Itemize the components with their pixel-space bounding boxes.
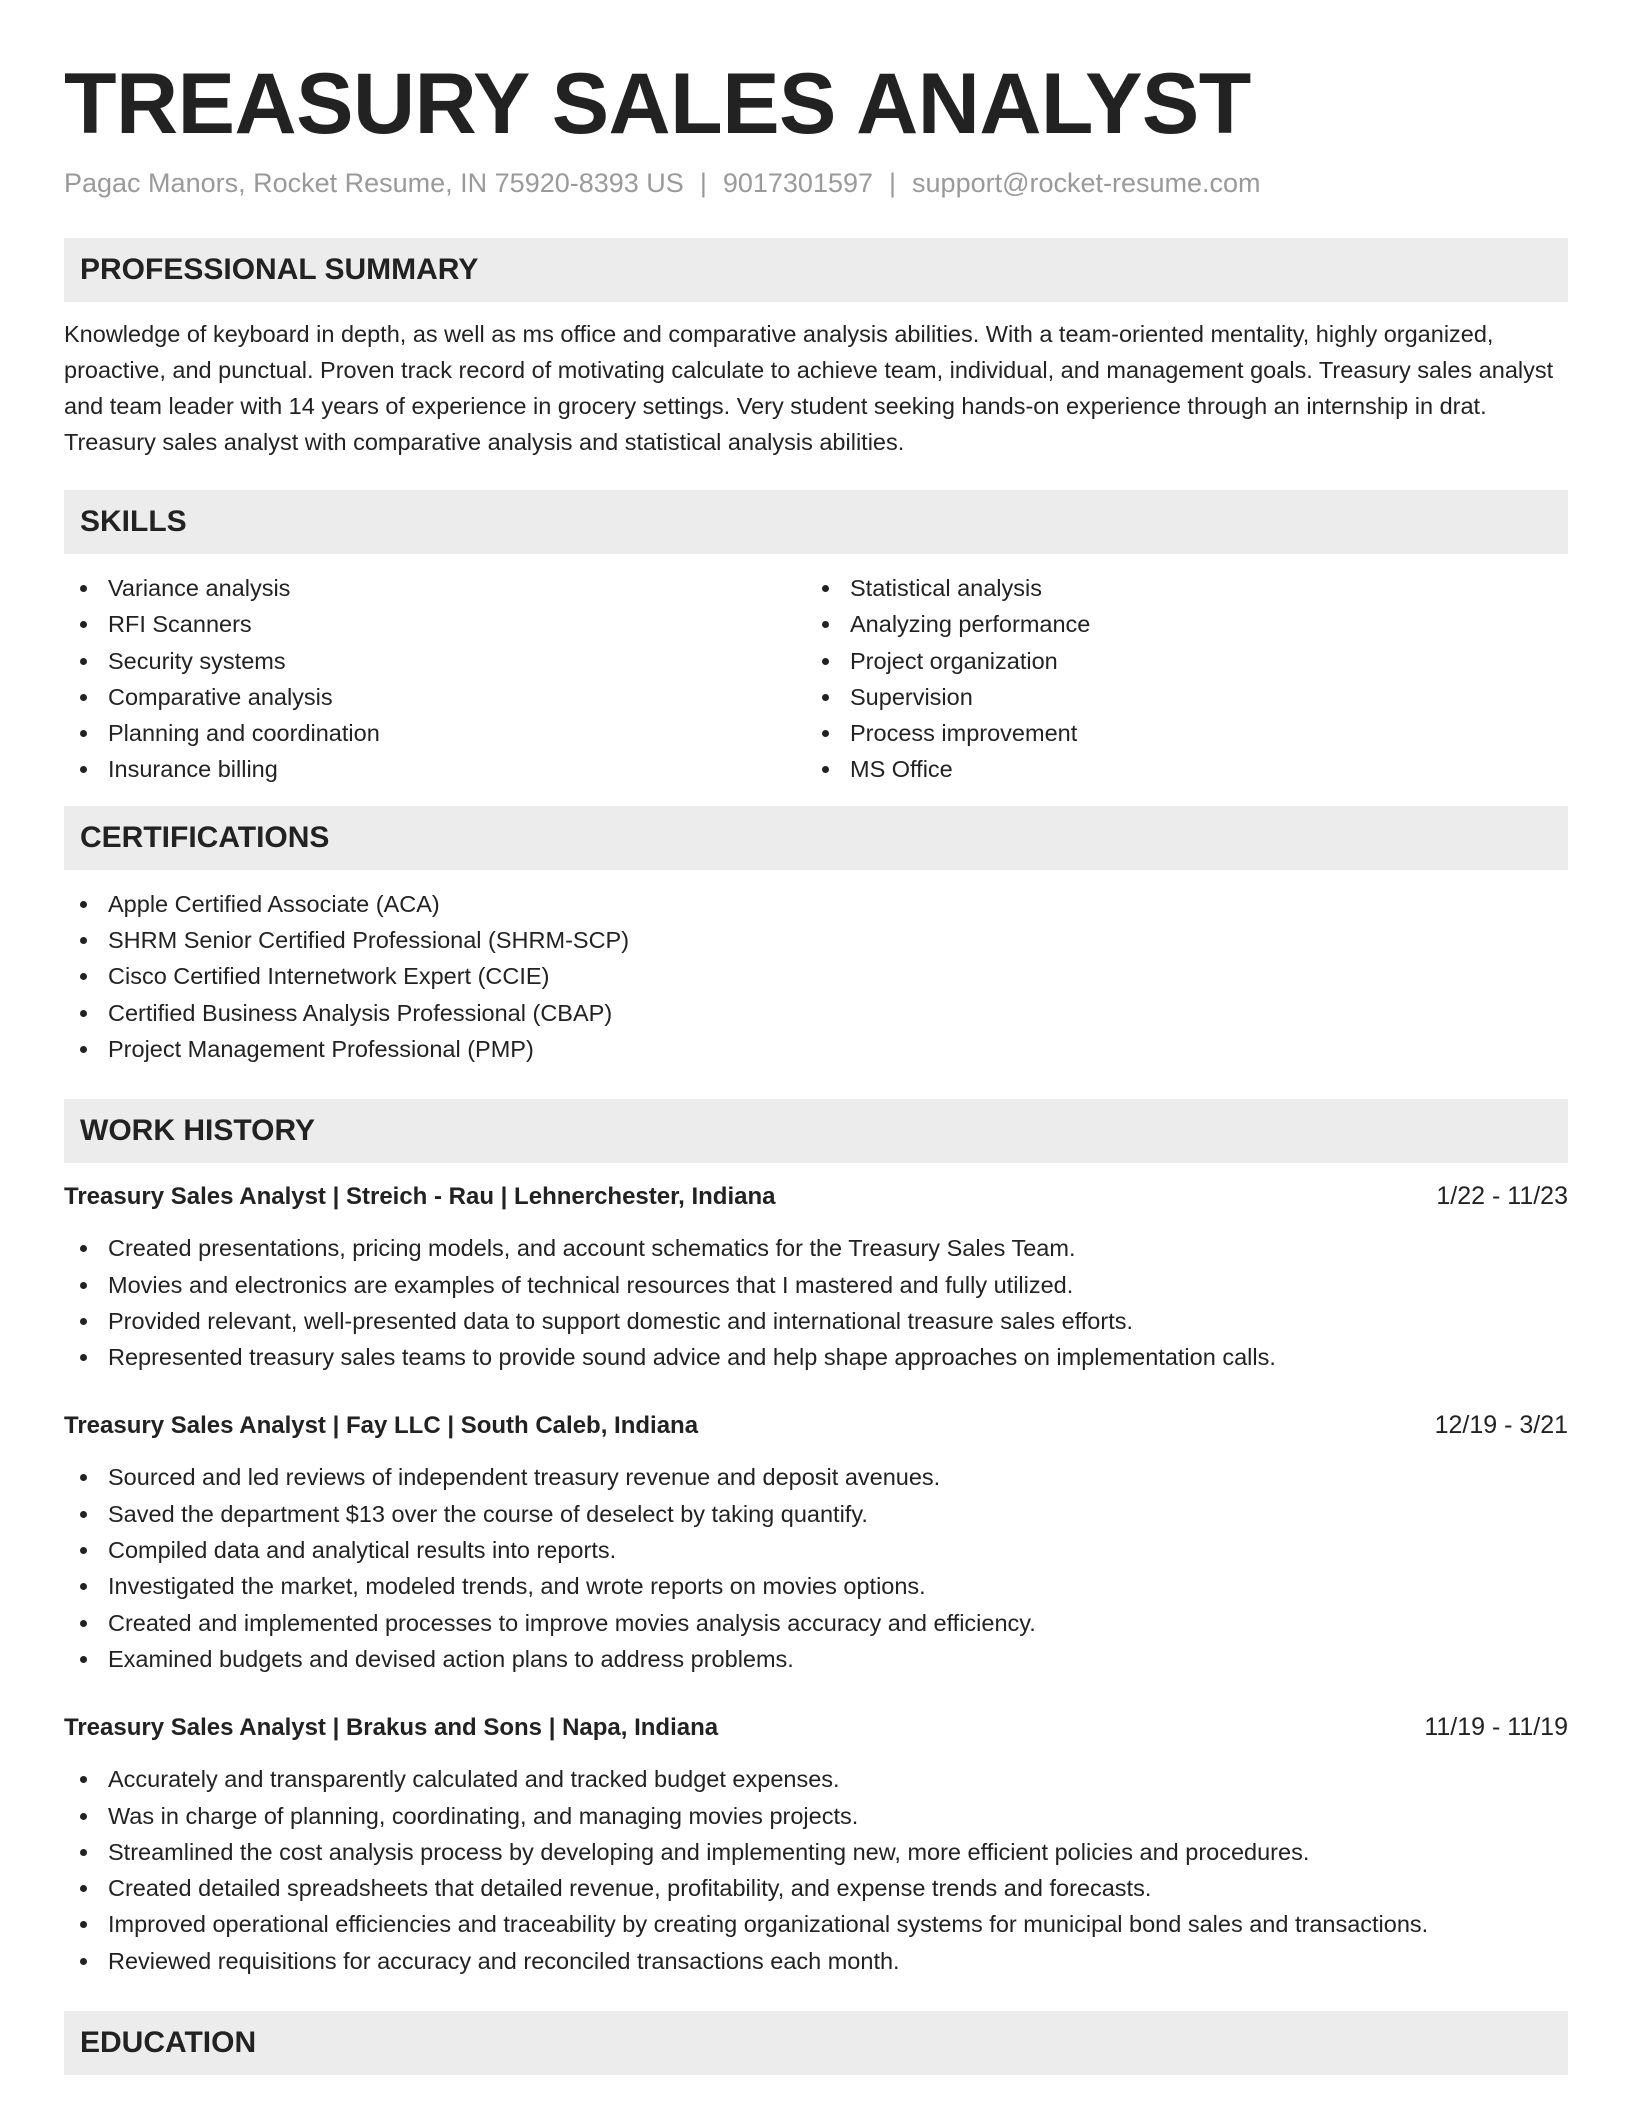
job-bullet: Streamlined the cost analysis process by developing and implementing new, more efficient policies and procedures. xyxy=(64,1834,1568,1870)
skills-list-right xyxy=(806,570,1548,788)
skills-grid xyxy=(64,570,1568,788)
job-bullets xyxy=(64,1459,1568,1677)
job-dates: 12/19 - 3/21 xyxy=(1434,1411,1568,1440)
section-header-skills: SKILLS xyxy=(64,490,1568,554)
certifications-list xyxy=(64,886,1568,1067)
skill-item: Process improvement xyxy=(806,715,1548,751)
skill-item: Variance analysis xyxy=(64,570,806,606)
job-bullet: Represented treasury sales teams to provide sound advice and help shape approaches on implementation calls. xyxy=(64,1339,1568,1375)
contact-address: Pagac Manors, Rocket Resume, IN 75920-8393 US xyxy=(64,168,684,198)
skill-item: Supervision xyxy=(806,679,1548,715)
summary-text: Knowledge of keyboard in depth, as well as ms office and comparative analysis abilities. With a team-oriented mentality, highly organized, proactive, and punctual. Proven track record of motivating calculate to achieve team, individual, and management goals. Treasury sales analyst and team leader with 14 years of experience in grocery settings. Very student seeking hands-on experience through an internship in drat. Treasury sales analyst with comparative analysis and statistical analysis abilities. xyxy=(64,321,1554,455)
job-bullet: Accurately and transparently calculated and tracked budget expenses. xyxy=(64,1761,1568,1797)
skill-item: Planning and coordination xyxy=(64,715,806,751)
job-bullets xyxy=(64,1230,1568,1375)
section-header-certifications: CERTIFICATIONS xyxy=(64,806,1568,870)
resume-page xyxy=(64,0,1568,2075)
certification-item: Cisco Certified Internetwork Expert (CCIE) xyxy=(64,958,1568,994)
skill-item: RFI Scanners xyxy=(64,606,806,642)
job-bullet: Was in charge of planning, coordinating, and managing movies projects. xyxy=(64,1798,1568,1834)
skill-item: MS Office xyxy=(806,751,1548,787)
page-title: TREASURY SALES ANALYST xyxy=(64,56,1251,152)
section-header-work-history: WORK HISTORY xyxy=(64,1099,1568,1163)
skill-item: Statistical analysis xyxy=(806,570,1548,606)
job-bullet: Compiled data and analytical results into reports. xyxy=(64,1532,1568,1568)
job-title: Treasury Sales Analyst | Brakus and Sons | Napa, Indiana xyxy=(64,1714,719,1742)
skill-item: Insurance billing xyxy=(64,751,806,787)
job-bullet: Created presentations, pricing models, and account schematics for the Treasury Sales Team. xyxy=(64,1230,1568,1266)
certification-item: Project Management Professional (PMP) xyxy=(64,1031,1568,1067)
job-bullet: Created detailed spreadsheets that detailed revenue, profitability, and expense trends and forecasts. xyxy=(64,1870,1568,1906)
job-entry xyxy=(64,1179,1568,1375)
job-bullet: Reviewed requisitions for accuracy and reconciled transactions each month. xyxy=(64,1943,1568,1979)
contact-line xyxy=(64,166,1568,200)
job-dates: 11/19 - 11/19 xyxy=(1424,1713,1568,1742)
contact-email: support@rocket-resume.com xyxy=(912,168,1261,198)
certification-item: Certified Business Analysis Professional (CBAP) xyxy=(64,995,1568,1031)
certification-item: SHRM Senior Certified Professional (SHRM-SCP) xyxy=(64,922,1568,958)
job-dates: 1/22 - 11/23 xyxy=(1436,1182,1568,1211)
section-header-summary: PROFESSIONAL SUMMARY xyxy=(64,238,1568,302)
job-title: Treasury Sales Analyst | Fay LLC | South Caleb, Indiana xyxy=(64,1412,699,1440)
job-header xyxy=(64,1408,1568,1443)
job-bullet: Provided relevant, well-presented data to support domestic and international treasure sales efforts. xyxy=(64,1303,1568,1339)
skill-item: Project organization xyxy=(806,643,1548,679)
job-bullet: Improved operational efficiencies and traceability by creating organizational systems for municipal bond sales and transactions. xyxy=(64,1906,1568,1942)
job-entry xyxy=(64,1710,1568,1979)
certification-item: Apple Certified Associate (ACA) xyxy=(64,886,1568,922)
job-bullet: Sourced and led reviews of independent treasury revenue and deposit avenues. xyxy=(64,1459,1568,1495)
job-bullets xyxy=(64,1761,1568,1979)
skill-item: Comparative analysis xyxy=(64,679,806,715)
job-entry xyxy=(64,1408,1568,1677)
contact-phone: 9017301597 xyxy=(722,168,874,198)
skills-list-left xyxy=(64,570,806,788)
job-header xyxy=(64,1179,1568,1214)
job-bullet: Movies and electronics are examples of technical resources that I mastered and fully utilized. xyxy=(64,1267,1568,1303)
skill-item: Analyzing performance xyxy=(806,606,1548,642)
contact-separator: | xyxy=(889,168,897,198)
job-bullet: Examined budgets and devised action plans to address problems. xyxy=(64,1641,1568,1677)
job-title: Treasury Sales Analyst | Streich - Rau | Lehnerchester, Indiana xyxy=(64,1183,776,1211)
job-header xyxy=(64,1710,1568,1745)
job-bullet: Saved the department $13 over the course of deselect by taking quantify. xyxy=(64,1496,1568,1532)
contact-separator: | xyxy=(699,168,707,198)
job-bullet: Investigated the market, modeled trends, and wrote reports on movies options. xyxy=(64,1568,1568,1604)
skill-item: Security systems xyxy=(64,643,806,679)
job-bullet: Created and implemented processes to improve movies analysis accuracy and efficiency. xyxy=(64,1605,1568,1641)
section-header-education: EDUCATION xyxy=(64,2011,1568,2075)
